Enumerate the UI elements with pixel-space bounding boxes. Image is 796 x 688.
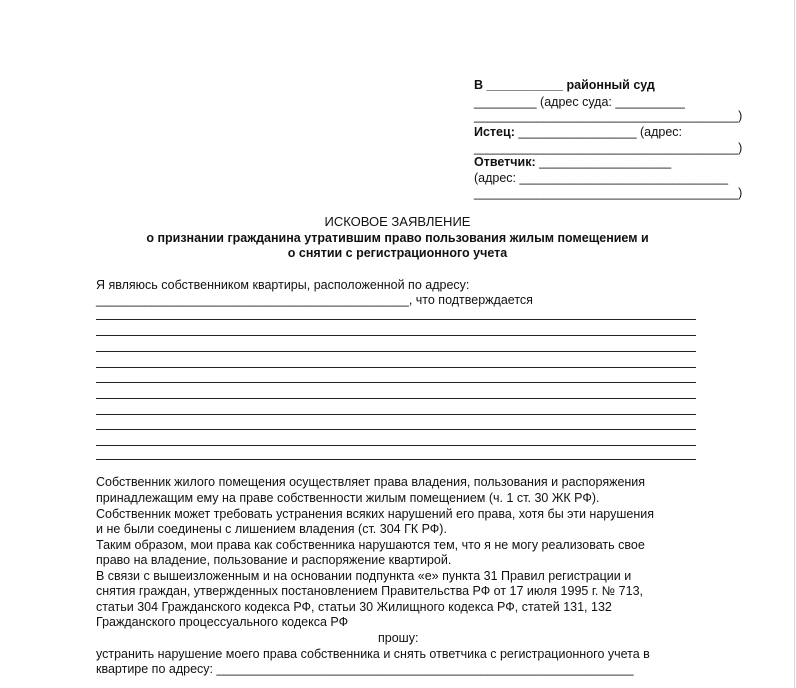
paragraph-line: снятия граждан, утвержденных постановлением Правительства РФ от 17 июля 1995 г. № 713, <box>96 584 644 598</box>
plaintiff-blank: _________________ (адрес: <box>514 125 683 139</box>
blank-line <box>96 351 696 352</box>
document-subtitle-1: о признании гражданина утратившим право пользования жилым помещением и <box>146 231 649 245</box>
document-title: ИСКОВОЕ ЗАЯВЛЕНИЕ <box>324 214 471 229</box>
blank-line <box>96 429 696 430</box>
confirm-line: _____________________________________________, что подтверждается <box>96 293 533 307</box>
blank-line <box>96 445 696 446</box>
paragraph-line: Гражданского процессуального кодекса РФ <box>96 615 349 629</box>
court-blank: ___________ <box>486 78 563 92</box>
blank-line <box>96 367 696 368</box>
paragraph-line: принадлежащим ему на праве собственности жилым помещением (ч. 1 ст. 30 ЖК РФ). <box>96 491 600 505</box>
blank-line <box>96 319 696 320</box>
defendant-label: Ответчик: <box>474 155 536 169</box>
defendant-address-open: (адрес: ______________________________ <box>474 171 729 185</box>
defendant-line <box>474 154 671 170</box>
court-address-close: ______________________________________) <box>474 109 743 123</box>
plaintiff-line <box>474 124 682 140</box>
document-subtitle-2: о снятии с регистрационного учета <box>287 246 508 260</box>
blank-line <box>96 335 696 336</box>
blank-line <box>96 382 696 383</box>
intro-text: Я являюсь собственником квартиры, расположенной по адресу: <box>96 278 470 292</box>
request-address: квартире по адресу: ____________________________________________________________ <box>96 662 634 676</box>
blank-line <box>96 459 696 460</box>
blank-line <box>96 398 696 399</box>
paragraph-line: право на владение, пользование и распоряжение квартирой. <box>96 553 452 567</box>
request-text: устранить нарушение моего права собственника и снять ответчика с регистрационного учета в <box>96 647 650 661</box>
defendant-blank: ___________________ <box>535 155 672 169</box>
paragraph-line: Собственник жилого помещения осуществляет права владения, пользования и распоряжения <box>96 475 646 489</box>
paragraph-line: Собственник может требовать устранения всяких нарушений его права, хотя бы эти нарушения <box>96 507 654 521</box>
request-heading: прошу: <box>378 631 419 645</box>
plaintiff-label: Истец: <box>474 125 515 139</box>
plaintiff-address-line: ______________________________________) <box>474 141 743 155</box>
paragraph-line: статьи 304 Гражданского кодекса РФ, статьи 30 Жилищного кодекса РФ, статей 131, 132 <box>96 600 612 614</box>
paragraph-line: Таким образом, мои права как собственника нарушаются тем, что я не могу реализовать свое <box>96 538 645 552</box>
defendant-address-close: ______________________________________) <box>474 186 743 200</box>
paragraph-line: и не были соединены с лишением владения (ст. 304 ГК РФ). <box>96 522 447 536</box>
court-address-line: _________ (адрес суда: __________ <box>474 95 685 109</box>
blank-line <box>96 414 696 415</box>
court-suffix: районный суд <box>566 78 655 92</box>
court-line <box>474 77 655 93</box>
court-prefix: В <box>474 78 484 92</box>
paragraph-line: В связи с вышеизложенным и на основании подпункта «е» пункта 31 Правил регистрации и <box>96 569 632 583</box>
